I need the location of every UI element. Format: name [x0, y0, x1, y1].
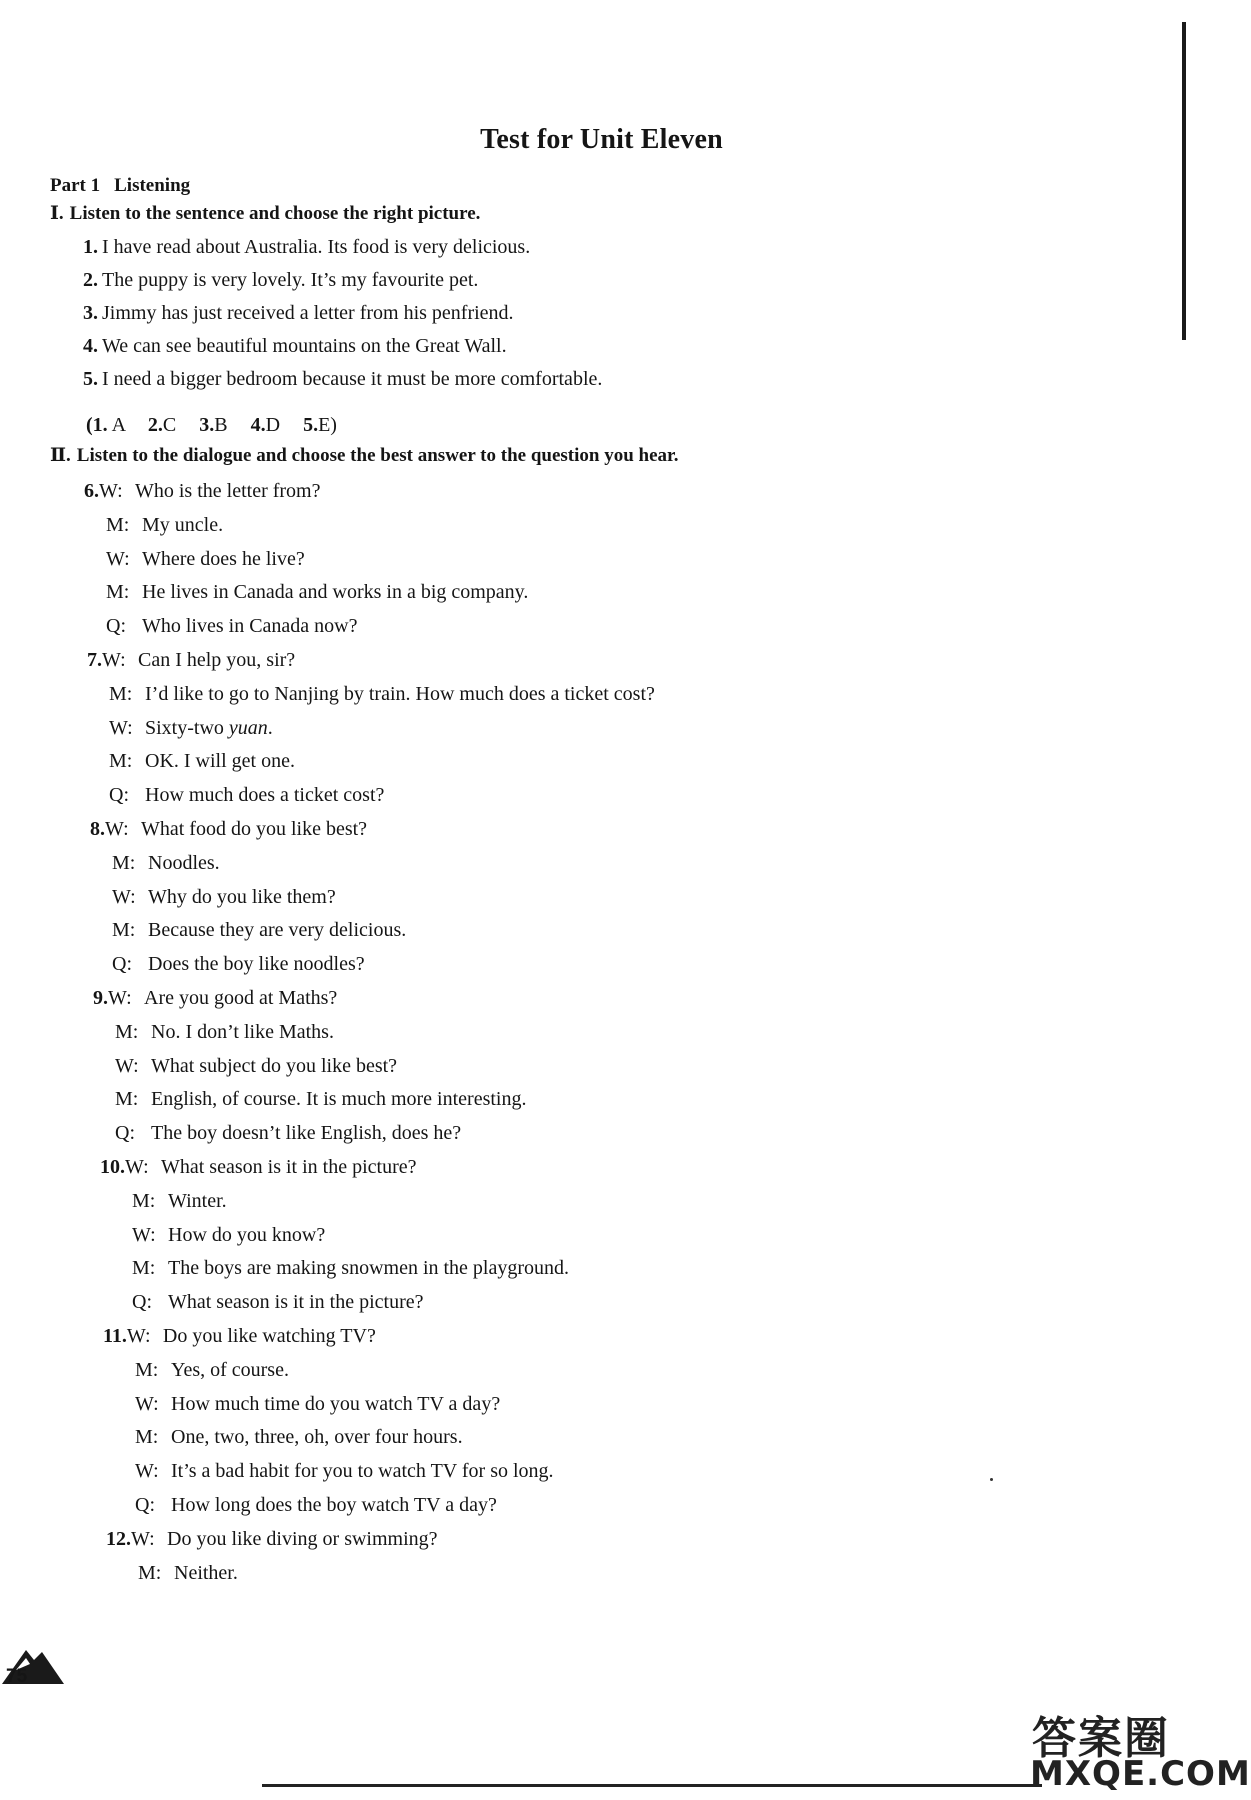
speaker-label: M:	[109, 683, 133, 705]
speaker-label: Q:	[112, 953, 132, 975]
dialogue-line	[132, 1291, 423, 1314]
dialogue-line	[132, 1257, 569, 1280]
speaker-label: W:	[105, 818, 129, 840]
dialogue-text: I’d like to go to Nanjing by train. How much does a ticket cost?	[145, 683, 655, 705]
speaker-label: M:	[115, 1088, 139, 1110]
dialogue-text: Yes, of course.	[171, 1359, 289, 1381]
dialogue-text: How much does a ticket cost?	[145, 784, 385, 806]
part-name: Listening	[114, 175, 191, 196]
dialogue-text: What subject do you like best?	[151, 1055, 398, 1077]
answer-letter: E)	[318, 414, 337, 436]
section-2-numeral: Ⅱ.	[50, 445, 71, 466]
dialogue-text: It’s a bad habit for you to watch TV for so long.	[171, 1460, 554, 1482]
page-title: Test for Unit Eleven	[480, 124, 723, 155]
speaker-label: W:	[108, 987, 132, 1009]
dialogue-first-line	[90, 818, 367, 841]
answer-num: (1.	[86, 414, 108, 436]
speaker-label: M:	[135, 1359, 159, 1381]
dialogue-line	[106, 581, 528, 604]
dialogue-line	[132, 1190, 227, 1213]
speaker-label: M:	[138, 1562, 162, 1584]
speaker-label: W:	[106, 548, 130, 570]
page-edge-line	[1182, 22, 1186, 340]
dialogue-number: 11.	[103, 1325, 127, 1347]
sentence-item	[83, 302, 514, 325]
part-heading	[50, 175, 190, 197]
dialogue-text: Sixty-two yuan.	[145, 717, 273, 739]
dialogue-number: 12.	[106, 1528, 131, 1550]
item-text: I have read about Australia. Its food is very delicious.	[102, 236, 531, 258]
dialogue-number: 9.	[93, 987, 108, 1009]
dialogue-line	[112, 852, 220, 875]
speaker-label: W:	[99, 480, 123, 502]
item-number: 2.	[83, 269, 98, 291]
sentence-item	[83, 236, 530, 259]
dialogue-text: Who is the letter from?	[135, 480, 321, 502]
speaker-label: M:	[115, 1021, 139, 1043]
dialogue-text: No. I don’t like Maths.	[151, 1021, 334, 1043]
dialogue-first-line	[84, 480, 321, 503]
dialogue-text: Does the boy like noodles?	[148, 953, 365, 975]
speaker-label: Q:	[106, 615, 126, 637]
speaker-label: W:	[135, 1393, 159, 1415]
dialogue-text: Can I help you, sir?	[138, 649, 296, 671]
item-text: We can see beautiful mountains on the Great Wall.	[102, 335, 507, 357]
answer-letter: C	[162, 414, 177, 436]
dialogue-number: 10.	[100, 1156, 125, 1178]
section-1-instruction: Listen to the sentence and choose the right picture.	[69, 203, 481, 224]
speaker-label: W:	[135, 1460, 159, 1482]
speaker-label: Q:	[135, 1494, 155, 1516]
speaker-label: Q:	[109, 784, 129, 806]
dialogue-number: 7.	[87, 649, 102, 671]
dialogue-text: OK. I will get one.	[145, 750, 295, 772]
speaker-label: Q:	[115, 1122, 135, 1144]
dialogue-text: Do you like diving or swimming?	[167, 1528, 438, 1550]
speaker-label: W:	[126, 1325, 151, 1347]
speaker-label: M:	[112, 852, 136, 874]
dialogue-number: 6.	[84, 480, 99, 502]
item-number: 4.	[83, 335, 98, 357]
dialogue-text: The boy doesn’t like English, does he?	[151, 1122, 462, 1144]
item-text: I need a bigger bedroom because it must be more comfortable.	[102, 368, 603, 390]
dialogue-line	[138, 1562, 238, 1585]
dialogue-text: How long does the boy watch TV a day?	[171, 1494, 497, 1516]
sentence-item	[83, 368, 602, 391]
answer-num: 5.	[303, 414, 319, 436]
dialogue-text: How much time do you watch TV a day?	[171, 1393, 501, 1415]
dialogue-line	[115, 1055, 397, 1078]
speaker-label: M:	[112, 919, 136, 941]
dialogue-first-line	[87, 649, 295, 672]
dialogue-text: Are you good at Maths?	[144, 987, 338, 1009]
stray-dot	[990, 1478, 993, 1481]
dialogue-line	[115, 1088, 526, 1111]
dialogue-text: Where does he live?	[142, 548, 305, 570]
answer-num: 2.	[147, 414, 163, 436]
dialogue-line	[112, 886, 336, 909]
dialogue-text: Noodles.	[148, 852, 220, 874]
dialogue-line	[135, 1393, 500, 1416]
dialogue-text: Winter.	[168, 1190, 227, 1212]
section-1-heading	[50, 202, 480, 225]
answer-letter: D	[265, 414, 281, 436]
dialogue-line	[109, 683, 655, 706]
speaker-label: M:	[109, 750, 133, 772]
answer-num: 3.	[199, 414, 215, 436]
dialogue-line	[135, 1426, 463, 1449]
dialogue-line	[115, 1021, 334, 1044]
speaker-label: M:	[132, 1190, 156, 1212]
dialogue-line	[135, 1494, 497, 1517]
part-label: Part 1	[50, 175, 101, 196]
item-number: 1.	[83, 236, 98, 258]
dialogue-line	[135, 1460, 554, 1483]
bottom-rule	[262, 1784, 1042, 1787]
dialogue-text: My uncle.	[142, 514, 224, 536]
answer-num: 4.	[250, 414, 266, 436]
dialogue-number: 8.	[90, 818, 105, 840]
section-1-numeral: Ⅰ.	[50, 203, 64, 224]
item-number: 5.	[83, 368, 98, 390]
item-text: Jimmy has just received a letter from his penfriend.	[102, 302, 514, 324]
item-text: The puppy is very lovely. It’s my favourite pet.	[102, 269, 479, 291]
sentence-item	[83, 335, 507, 358]
dialogue-line	[109, 784, 384, 807]
page-number: 75	[6, 1666, 28, 1687]
dialogue-text: What food do you like best?	[141, 818, 368, 840]
section-2-instruction: Listen to the dialogue and choose the best answer to the question you hear.	[76, 445, 679, 466]
dialogue-text: Because they are very delicious.	[148, 919, 407, 941]
answer-letter: A	[111, 414, 125, 436]
dialogue-text: One, two, three, oh, over four hours.	[171, 1426, 463, 1448]
dialogue-line	[135, 1359, 289, 1382]
dialogue-first-line	[106, 1528, 438, 1551]
dialogue-line	[112, 953, 365, 976]
watermark-en: MXQE.COM	[1030, 1754, 1251, 1794]
dialogue-line	[112, 919, 406, 942]
answer-key	[86, 414, 337, 437]
dialogue-text: Who lives in Canada now?	[142, 615, 358, 637]
sentence-item	[83, 269, 478, 292]
dialogue-first-line	[103, 1325, 376, 1348]
dialogue-line	[132, 1224, 325, 1247]
dialogue-line	[106, 514, 223, 537]
dialogue-first-line	[100, 1156, 416, 1179]
dialogue-line	[106, 548, 305, 571]
answer-letter: B	[214, 414, 228, 436]
dialogue-text: The boys are making snowmen in the playground.	[168, 1257, 570, 1279]
dialogue-text: What season is it in the picture?	[168, 1291, 424, 1313]
item-number: 3.	[83, 302, 98, 324]
speaker-label: W:	[112, 886, 136, 908]
dialogue-text: Do you like watching TV?	[162, 1325, 376, 1347]
speaker-label: W:	[115, 1055, 139, 1077]
dialogue-first-line	[93, 987, 337, 1010]
dialogue-text: Why do you like them?	[148, 886, 336, 908]
dialogue-line	[115, 1122, 461, 1145]
section-2-heading	[50, 444, 678, 467]
dialogue-line	[109, 717, 273, 740]
dialogue-text: Neither.	[174, 1562, 238, 1584]
dialogue-text: English, of course. It is much more interesting.	[151, 1088, 527, 1110]
speaker-label: W:	[109, 717, 133, 739]
watermark-cn: 答案圈	[1032, 1713, 1170, 1764]
dialogue-line	[109, 750, 295, 773]
speaker-label: M:	[132, 1257, 156, 1279]
speaker-label: M:	[135, 1426, 159, 1448]
speaker-label: W:	[125, 1156, 149, 1178]
dialogue-line	[106, 615, 358, 638]
dialogue-text: What season is it in the picture?	[161, 1156, 417, 1178]
speaker-label: Q:	[132, 1291, 152, 1313]
speaker-label: M:	[106, 581, 130, 603]
speaker-label: W:	[131, 1528, 155, 1550]
dialogue-text: He lives in Canada and works in a big company.	[142, 581, 529, 603]
speaker-label: W:	[102, 649, 126, 671]
speaker-label: M:	[106, 514, 130, 536]
dialogue-text: How do you know?	[168, 1224, 326, 1246]
speaker-label: W:	[132, 1224, 156, 1246]
